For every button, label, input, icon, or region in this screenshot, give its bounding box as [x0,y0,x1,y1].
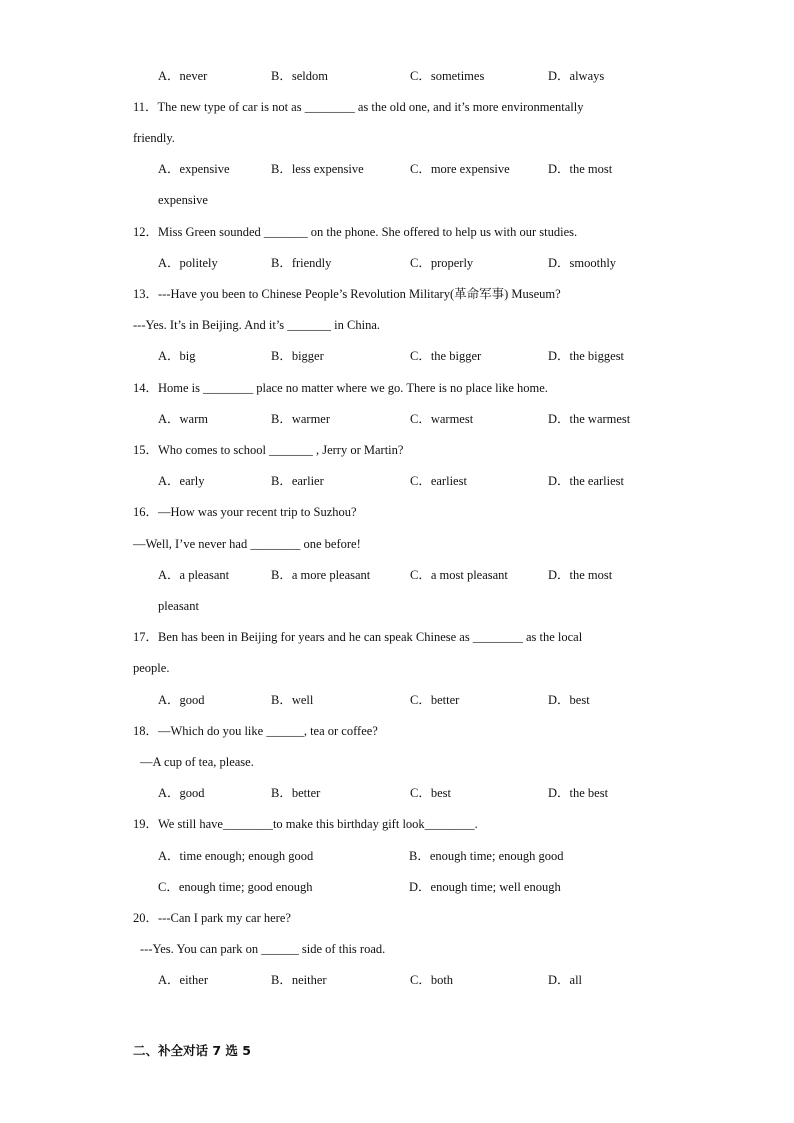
answer-option-q12-d: D．smoothly [548,256,617,270]
answer-option-q11-a: A．expensive [158,162,230,176]
question-text-q11-cont: friendly. [133,131,175,145]
answer-option-q15-a: A．early [158,474,205,488]
answer-option-q12-b: B．friendly [271,256,332,270]
question-text-q11-stem: 11．The new type of car is not as ________ as the old one, and it’s more environmentally [133,100,584,114]
answer-option-q16-d2: pleasant [158,599,199,613]
answer-option-q11-d2: expensive [158,193,208,207]
question-text-q19-stem: 19．We still have________to make this birthday gift look________. [133,817,478,831]
answer-option-q14-c: C．warmest [410,412,474,426]
answer-option-q13-a: A．big [158,349,196,363]
answer-option-q19-b: B．enough time; enough good [409,849,564,863]
question-text-q12-stem: 12．Miss Green sounded _______ on the phone. She offered to help us with our studies. [133,225,578,239]
answer-option-q11-b: B．less expensive [271,162,364,176]
answer-option-q15-c: C．earliest [410,474,467,488]
question-text-q13-stem: 13．---Have you been to Chinese People’s Revolution Military(革命军事) Museum? [133,287,561,301]
section-heading: 二、补全对话 7 选 5 [133,1043,251,1058]
question-text-q15-stem: 15．Who comes to school _______ , Jerry or Martin? [133,443,404,457]
question-text-q14-stem: 14．Home is ________ place no matter where we go. There is no place like home. [133,381,548,395]
answer-option-q12-a: A．politely [158,256,218,270]
question-text-q16-cont: —Well, I’ve never had ________ one before! [133,537,361,551]
answer-option-q16-c: C．a most pleasant [410,568,508,582]
answer-option-q18-c: C．best [410,786,451,800]
question-text-q20-stem: 20．---Can I park my car here? [133,911,291,925]
question-text-q17-cont: people. [133,661,170,675]
question-text-q13-cont: ---Yes. It’s in Beijing. And it’s _______ in China. [133,318,381,332]
answer-option-q17-a: A．good [158,693,205,707]
answer-option-q18-a: A．good [158,786,205,800]
answer-option-q11-c: C．more expensive [410,162,510,176]
question-text-q17-stem: 17．Ben has been in Beijing for years and he can speak Chinese as ________ as the local [133,630,583,644]
answer-option-q13-b: B．bigger [271,349,324,363]
answer-option-q12-c: C．properly [410,256,474,270]
answer-option-q14-a: A．warm [158,412,208,426]
answer-option-q20-a: A．either [158,973,208,987]
answer-option-q15-b: B．earlier [271,474,324,488]
answer-option-q16-b: B．a more pleasant [271,568,371,582]
answer-option-q10-d: D．always [548,69,605,83]
question-text-q18-cont: —A cup of tea, please. [140,755,254,769]
answer-option-q20-c: C．both [410,973,454,987]
answer-option-q17-c: C．better [410,693,460,707]
answer-option-q15-d: D．the earliest [548,474,625,488]
answer-option-q14-b: B．warmer [271,412,331,426]
answer-option-q18-d: D．the best [548,786,609,800]
answer-option-q13-c: C．the bigger [410,349,482,363]
answer-option-q19-a: A．time enough; enough good [158,849,314,863]
answer-option-q10-a: A．never [158,69,208,83]
question-text-q20-cont: ---Yes. You can park on ______ side of this road. [140,942,386,956]
answer-option-q16-d: D．the most [548,568,613,582]
question-text-q16-stem: 16．—How was your recent trip to Suzhou? [133,505,357,519]
answer-option-q19-c: C．enough time; good enough [158,880,313,894]
answer-option-q18-b: B．better [271,786,321,800]
answer-option-q10-b: B．seldom [271,69,328,83]
answer-option-q13-d: D．the biggest [548,349,625,363]
answer-option-q20-b: B．neither [271,973,327,987]
answer-option-q10-c: C．sometimes [410,69,485,83]
answer-option-q17-d: D．best [548,693,590,707]
answer-option-q20-d: D．all [548,973,583,987]
answer-option-q11-d: D．the most [548,162,613,176]
question-text-q18-stem: 18．—Which do you like ______, tea or coffee? [133,724,378,738]
answer-option-q17-b: B．well [271,693,314,707]
answer-option-q14-d: D．the warmest [548,412,631,426]
answer-option-q16-a: A．a pleasant [158,568,230,582]
answer-option-q19-d: D．enough time; well enough [409,880,561,894]
